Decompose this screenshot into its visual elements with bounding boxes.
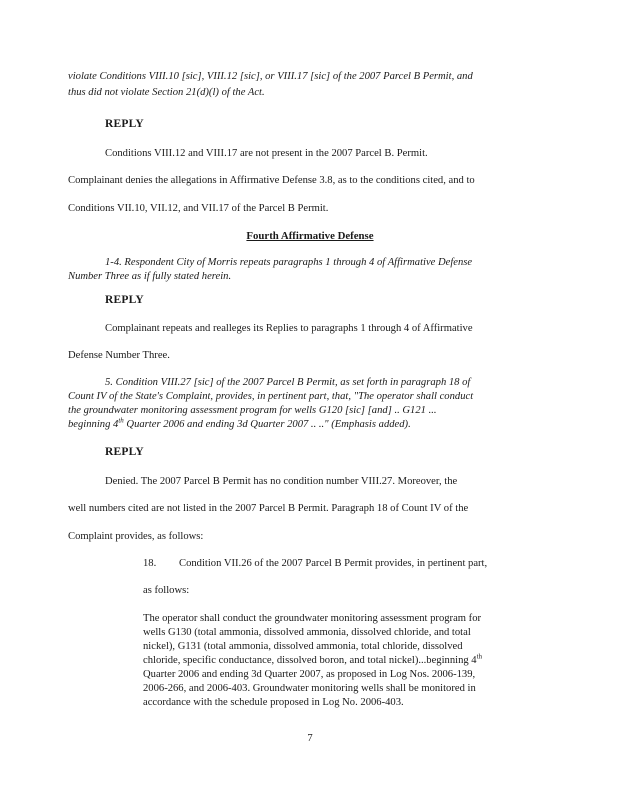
reply-heading: REPLY [105, 294, 144, 306]
paragraph-line: the groundwater monitoring assessment program for wells G120 [sic] [and] .. G121 ... [68, 405, 437, 416]
paragraph-line: well numbers cited are not listed in the 2007 Parcel B Permit. Paragraph 18 of Count IV of the [68, 503, 469, 514]
quote-line: Quarter 2006 and ending 3d Quarter 2007, as proposed in Log Nos. 2006-139, [143, 669, 476, 680]
paragraph-line: Number Three as if fully stated herein. [68, 271, 232, 282]
paragraph-line: Complaint provides, as follows: [68, 531, 204, 542]
quote-line: nickel), G131 (total ammonia, dissolved ammonia, total chloride, dissolved [143, 641, 463, 652]
reply-heading: REPLY [105, 118, 144, 130]
paragraph-line: as follows: [143, 585, 190, 596]
quote-line: 2006-266, and 2006-403. Groundwater monitoring wells shall be monitored in [143, 683, 476, 694]
paragraph-line: 1-4. Respondent City of Morris repeats paragraphs 1 through 4 of Affirmative Defense [105, 257, 473, 268]
line-segment: beginning 4 [68, 419, 119, 430]
paragraph-line: 5. Condition VIII.27 [sic] of the 2007 Parcel B Permit, as set forth in paragraph 18 of [105, 377, 471, 388]
quote-line: accordance with the schedule proposed in Log No. 2006-403. [143, 697, 404, 708]
paragraph-line: Complainant repeats and realleges its Replies to paragraphs 1 through 4 of Affirmative [105, 323, 473, 334]
paragraph-line [68, 418, 411, 431]
quote-line [143, 654, 482, 667]
paragraph-number: 18. [143, 558, 157, 569]
section-heading: Fourth Affirmative Defense [246, 230, 374, 242]
reply-heading: REPLY [105, 446, 144, 458]
paragraph-line: Denied. The 2007 Parcel B Permit has no condition number VIII.27. Moreover, the [105, 476, 458, 487]
paragraph-line: thus did not violate Section 21(d)(l) of the Act. [68, 87, 265, 98]
paragraph-line: Count IV of the State's Complaint, provides, in pertinent part, that, "The operator shall conduct [68, 391, 474, 402]
quote-line: wells G130 (total ammonia, dissolved ammonia, dissolved chloride, and total [143, 627, 471, 638]
paragraph-line: Conditions VII.10, VII.12, and VII.17 of the Parcel B Permit. [68, 203, 329, 214]
paragraph-line: Complainant denies the allegations in Affirmative Defense 3.8, as to the conditions cited, and to [68, 175, 475, 186]
paragraph-line: violate Conditions VIII.10 [sic], VIII.12 [sic], or VIII.17 [sic] of the 2007 Parcel B Permit, and [68, 71, 473, 82]
paragraph-line: Condition VII.26 of the 2007 Parcel B Permit provides, in pertinent part, [179, 558, 488, 569]
paragraph-line: Defense Number Three. [68, 350, 170, 361]
line-segment: Quarter 2006 and ending 3d Quarter 2007 .. .." (Emphasis added). [123, 419, 411, 430]
line-segment: chloride, specific conductance, dissolved boron, and total nickel)...beginning 4 [143, 655, 477, 666]
quote-line: The operator shall conduct the groundwater monitoring assessment program for [143, 613, 482, 624]
superscript: th [476, 652, 483, 661]
paragraph-line: Conditions VIII.12 and VIII.17 are not present in the 2007 Parcel B. Permit. [105, 148, 428, 159]
page-number: 7 [307, 733, 313, 744]
superscript: th [118, 416, 124, 425]
